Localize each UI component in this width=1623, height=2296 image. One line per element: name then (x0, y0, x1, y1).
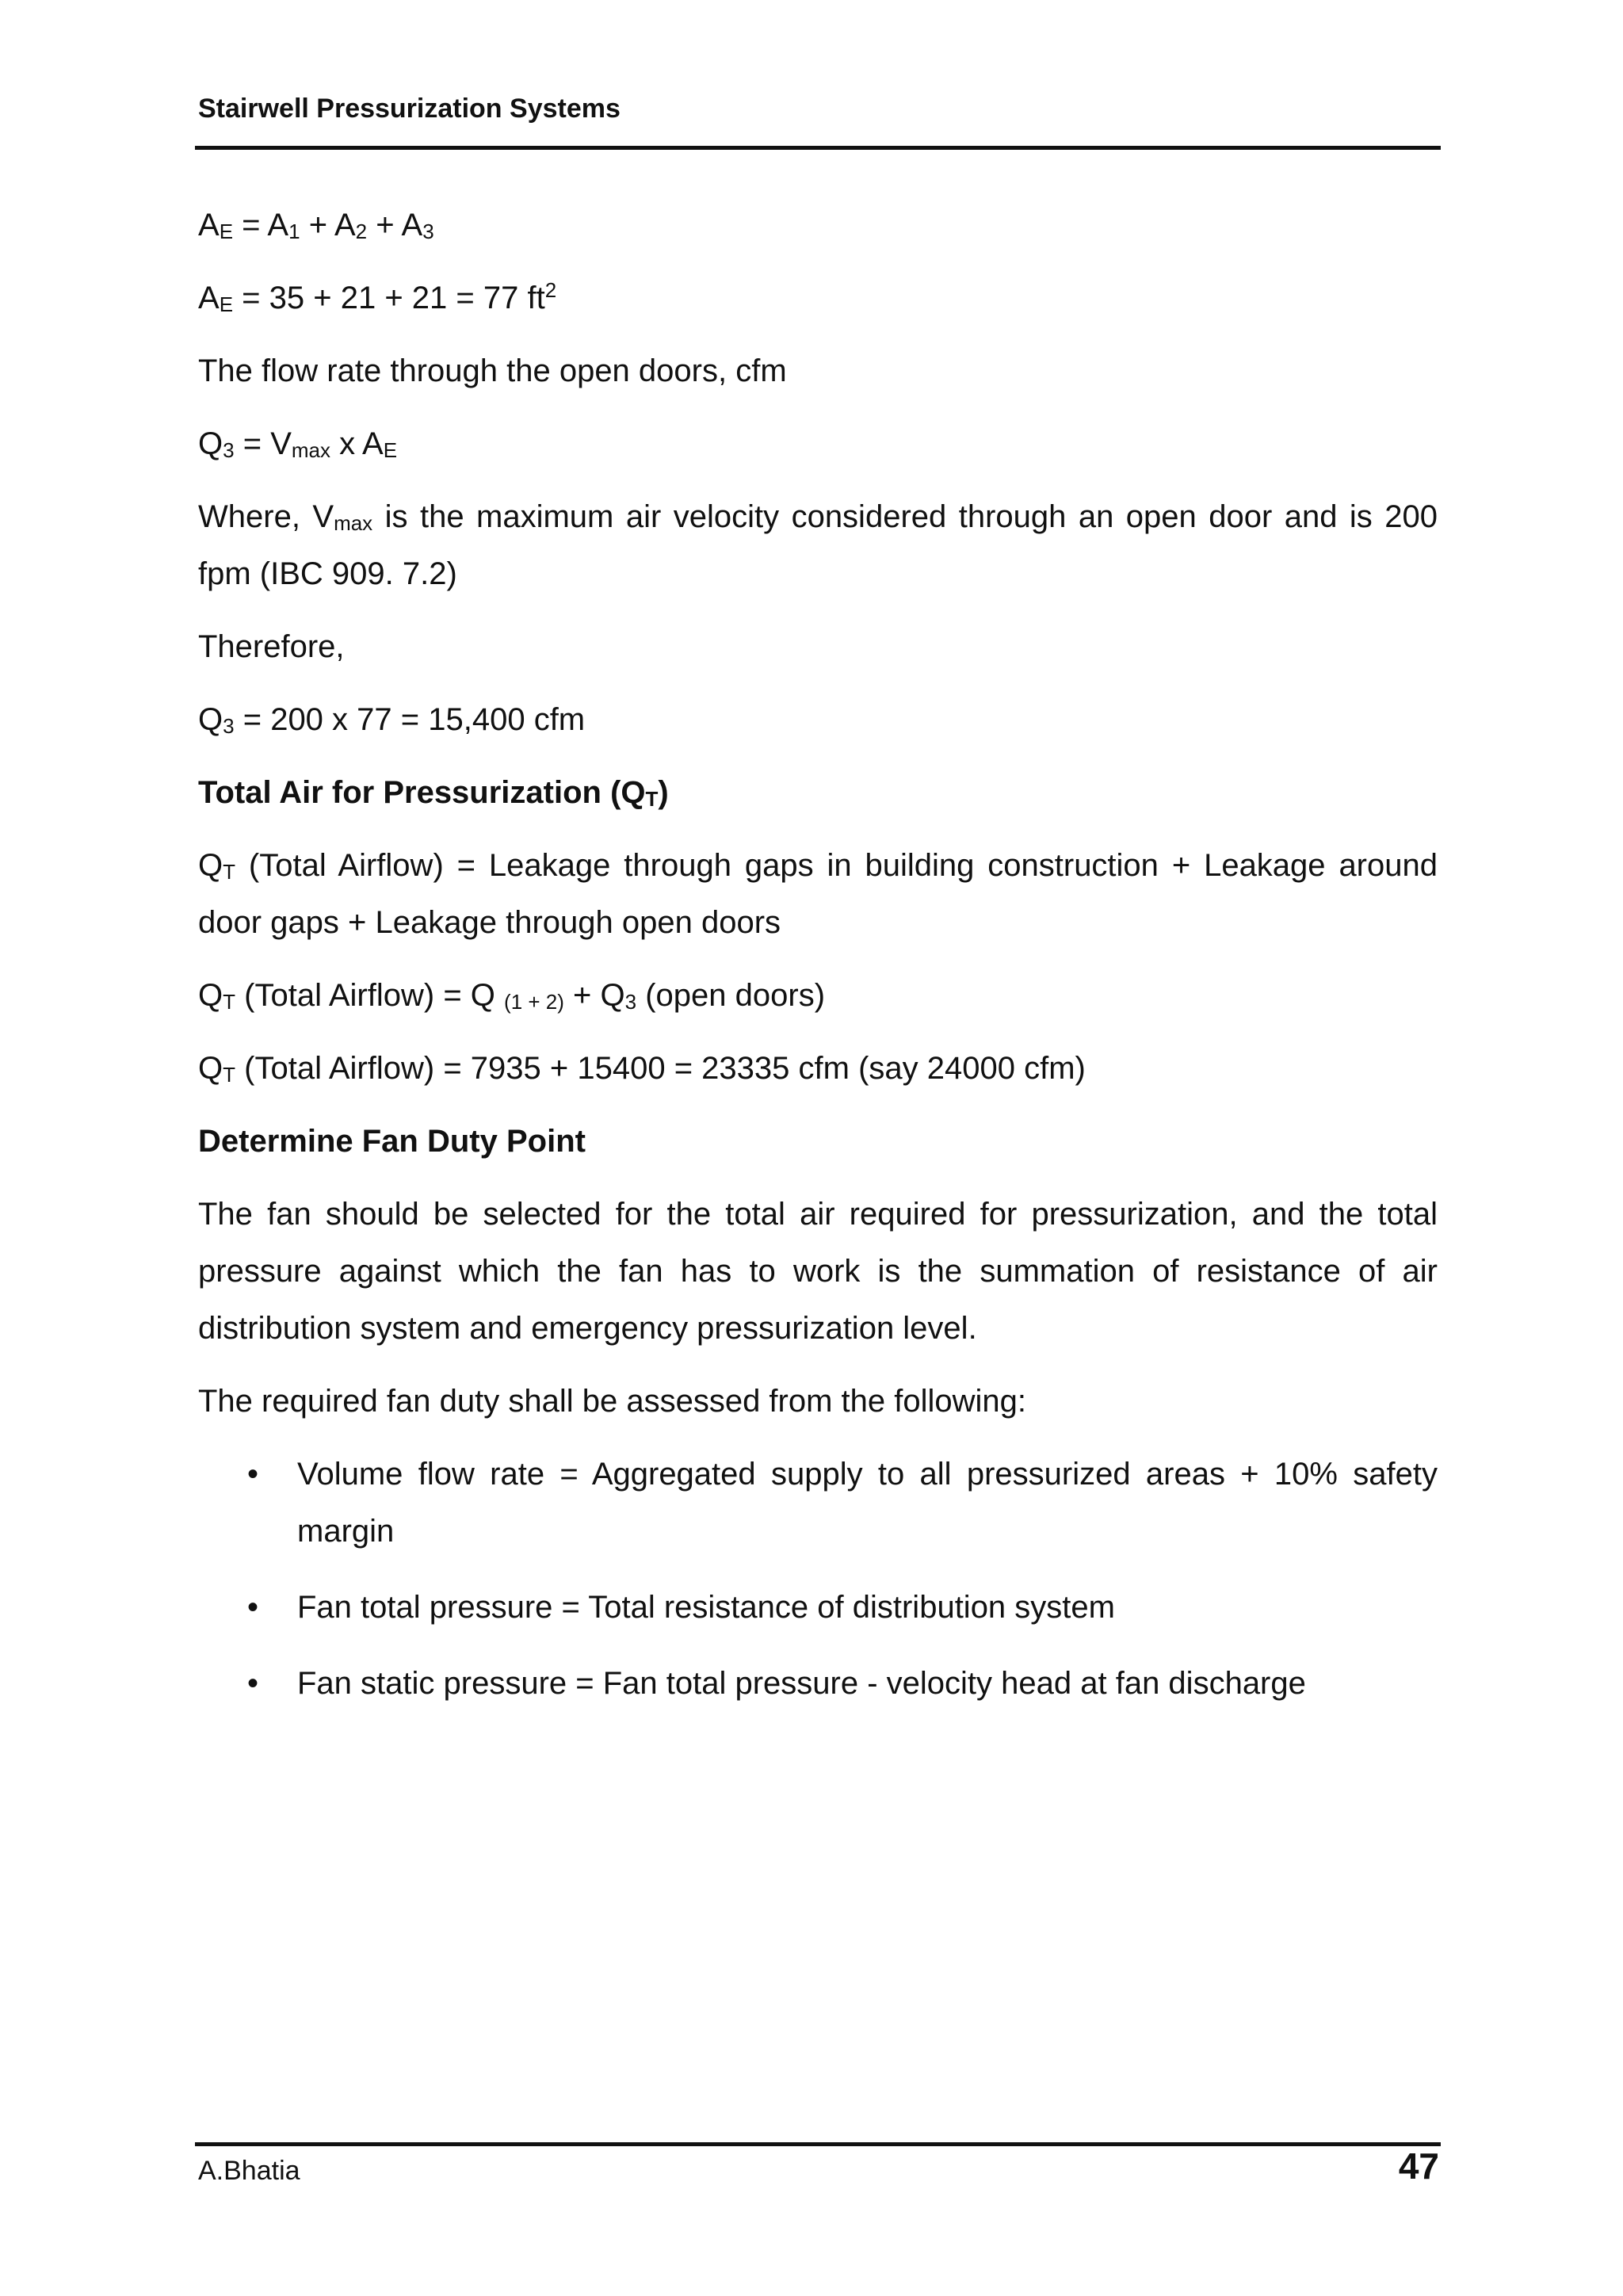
paragraph-flow-rate: The flow rate through the open doors, cfm (198, 353, 787, 388)
list-item: • Volume flow rate = Aggregated supply to all pressurized areas + 10% safety margin (198, 1446, 1438, 1560)
paragraph-fan-duty-intro: The required fan duty shall be assessed from the following: (198, 1384, 1027, 1419)
footer-rule (195, 2142, 1441, 2146)
bullet-icon: • (247, 1457, 259, 1492)
heading-total-air: Total Air for Pressurization $(Q_T)$ (198, 775, 669, 811)
equation-ae-sum: $A_E = A_1 + A_2 + A_3$ (198, 208, 434, 243)
footer-author: A.Bhatia (198, 2156, 300, 2186)
page-number: 47 (1398, 2145, 1439, 2187)
paragraph-therefore: Therefore, (198, 629, 345, 664)
fan-duty-list (198, 1446, 1438, 1712)
equation-q3-value: $Q_3 = 200$ x 77 = 15,400 cfm (198, 702, 586, 738)
header-rule (195, 146, 1441, 150)
bullet-icon: • (247, 1666, 259, 1701)
equation-qt-formula: $Q_T$ (Total Airflow) = Q $_{(1 + 2)} + Q_3$ (open doors) (198, 978, 826, 1014)
list-item: • Fan total pressure = Total resistance of distribution system (198, 1579, 1438, 1636)
list-item: • Fan static pressure = Fan total pressure - velocity head at fan discharge (198, 1655, 1438, 1712)
equation-q3-formula: $Q_3 = V_{max}$ x $A_E$ (198, 426, 398, 462)
page-header-title: Stairwell Pressurization Systems (198, 94, 621, 124)
paragraph-fan-selection: The fan should be selected for the total air required for pressurization, and the total pressure against which the fan has to work is the summation of resistance of air distribution system and emergency pressurization level. (198, 1197, 1438, 1346)
paragraph-qt-definition: $Q_T$ (Total Airflow) = Leakage through gaps in building construction + Leakage around door gaps + Leakage through open doors (198, 848, 1438, 940)
equation-qt-value: $Q_T$ (Total Airflow) = 7935 + 15400 = 23335 cfm (say 24000 cfm) (198, 1051, 1086, 1087)
equation-ae-value: $A_E = 35 + 21 + 21 = 77$ $ft^2$ (198, 278, 557, 316)
heading-fan-duty: Determine Fan Duty Point (198, 1124, 586, 1159)
paragraph-where: Where, $V_{max}$ is the maximum air velocity considered through an open door and is 200 fpm (IBC 909. 7.2) (198, 499, 1438, 591)
page-body (198, 197, 1438, 1731)
bullet-icon: • (247, 1590, 259, 1625)
